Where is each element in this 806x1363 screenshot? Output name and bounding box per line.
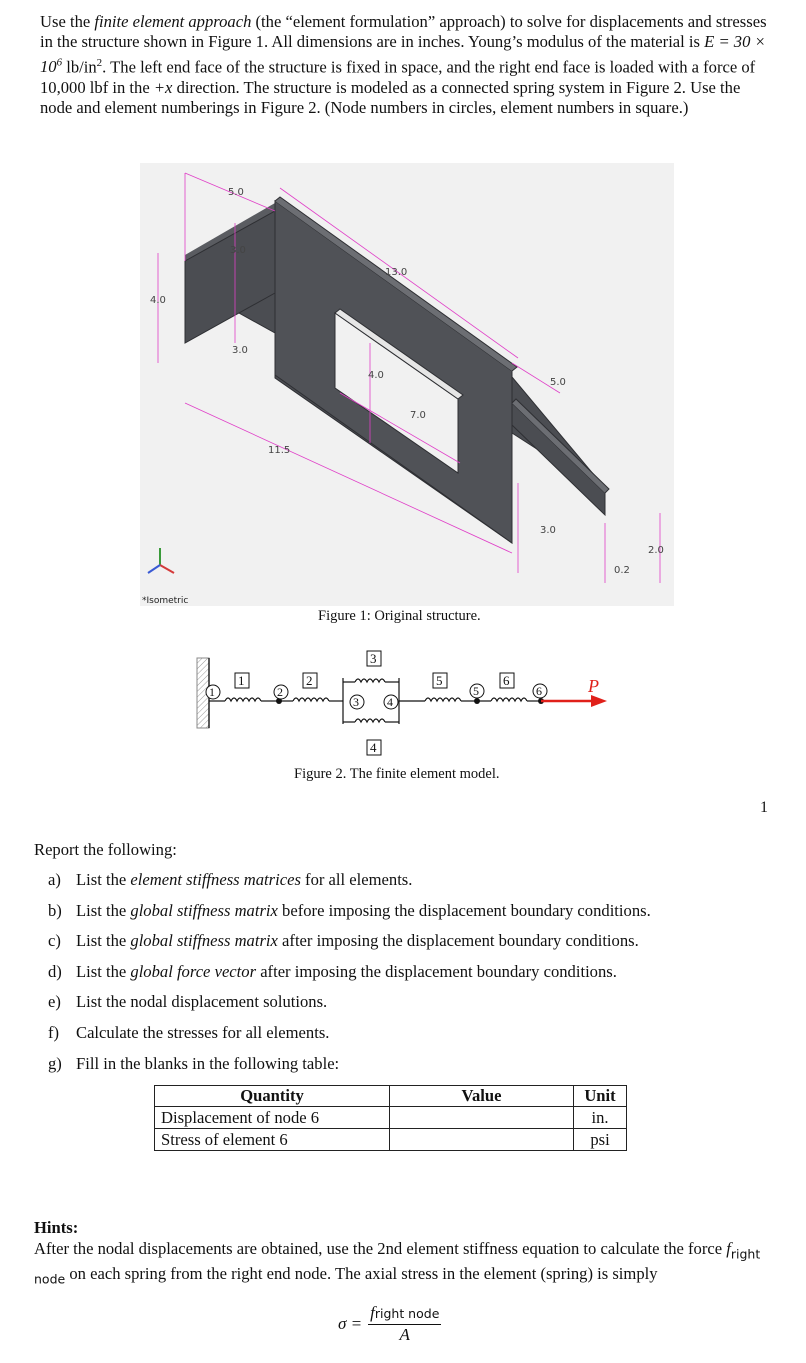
element-2: 2 (306, 673, 313, 688)
equation-numerator-subscript: right node (374, 1306, 440, 1321)
report-item (48, 901, 651, 932)
figure-2-spring-model (195, 648, 615, 758)
statement-text-1: Use the (40, 12, 95, 31)
equation-denominator: A (399, 1325, 410, 1344)
equation-lhs: σ = (338, 1314, 363, 1333)
report-item (48, 992, 651, 1023)
stress-equation (338, 1303, 441, 1345)
element-5: 5 (436, 673, 443, 688)
node-6: 6 (536, 684, 542, 698)
hints-section (34, 1218, 774, 1290)
cell-unit: in. (574, 1107, 627, 1129)
dim-2-0: 2.0 (648, 545, 664, 556)
element-6: 6 (503, 673, 510, 688)
load-label-p: P (588, 676, 599, 696)
e-unit-exponent: 2 (96, 56, 103, 69)
problem-statement (40, 12, 772, 119)
table-header-row (155, 1086, 627, 1107)
item-emphasis: global stiffness matrix (130, 931, 278, 951)
item-label: b) (48, 900, 62, 920)
e-exponent: 6 (56, 56, 63, 69)
table-row (155, 1129, 627, 1151)
header-quantity: Quantity (155, 1086, 390, 1107)
hints-f-subscript: right node (34, 1245, 761, 1287)
answer-table (154, 1085, 627, 1151)
report-item (48, 1054, 651, 1085)
report-item (48, 931, 651, 962)
cell-quantity: Displacement of node 6 (155, 1107, 390, 1129)
statement-text-4: direction. The structure is modeled as a connected spring system in Figure 2. Use the node and element numberings in Figure 2. (Node numbers in circles, element numbers in square.) (40, 77, 741, 118)
node-2: 2 (277, 685, 283, 699)
element-1: 1 (238, 673, 245, 688)
hints-f: f (726, 1238, 731, 1258)
header-unit: Unit (574, 1086, 627, 1107)
item-text-post: after imposing the displacement boundary conditions. (277, 931, 639, 951)
e-value: E = 30 × 10 (40, 32, 766, 77)
report-item (48, 870, 651, 901)
hints-title: Hints: (34, 1218, 79, 1237)
item-text-post: after imposing the displacement boundary conditions. (256, 961, 617, 981)
report-intro: Report the following: (34, 840, 177, 859)
statement-text-2: (the “element formulation” approach) to solve for displacements and stresses in the structure shown in Figure 1. All dimensions are in inches. Young’s modulus of the material is (40, 12, 767, 52)
item-label: c) (48, 931, 61, 951)
hints-text (34, 1239, 774, 1291)
node-4: 4 (387, 695, 393, 709)
item-emphasis: global stiffness matrix (130, 900, 278, 920)
node-3: 3 (353, 695, 359, 709)
item-text: Fill in the blanks in the following table: (76, 1053, 340, 1073)
dim-13-0: 13.0 (385, 267, 408, 278)
report-list (48, 870, 651, 1084)
item-text: List the (76, 961, 131, 981)
dim-5-0-b: 5.0 (550, 377, 566, 388)
cell-value[interactable] (390, 1107, 574, 1129)
report-item (48, 1023, 651, 1054)
dim-7-0: 7.0 (410, 410, 426, 421)
load-direction: +x (153, 77, 173, 97)
item-label: f) (48, 1022, 60, 1042)
table-row (155, 1107, 627, 1129)
item-label: g) (48, 1053, 62, 1073)
cell-value[interactable] (390, 1129, 574, 1151)
cell-unit: psi (574, 1129, 627, 1151)
item-text-post: before imposing the displacement boundary conditions. (277, 900, 651, 920)
item-emphasis: element stiffness matrices (130, 870, 301, 889)
dim-3-0-c: 3.0 (540, 525, 556, 536)
node-1: 1 (209, 685, 215, 699)
hints-text-1: After the nodal displacements are obtained, use the 2nd element stiffness equation to calculate the force (34, 1238, 727, 1258)
item-label: a) (48, 870, 61, 889)
dim-4-0-b: 4.0 (368, 370, 384, 381)
figure-1-caption: Figure 1: Original structure. (318, 608, 481, 624)
figure-1-drawing (140, 163, 674, 606)
element-4: 4 (370, 740, 377, 755)
dim-4-0-a: 4.0 (150, 295, 166, 306)
report-item (48, 962, 651, 993)
e-unit: lb/in (62, 57, 97, 77)
element-3: 3 (370, 651, 377, 666)
item-text: Calculate the stresses for all elements. (76, 1022, 330, 1042)
dim-3-0-b: 3.0 (232, 345, 248, 356)
figure-2-caption: Figure 2. The finite element model. (294, 766, 500, 782)
hints-text-2: on each spring from the right end node. The axial stress in the element (spring) is simply (65, 1264, 658, 1284)
axis-triad-icon (148, 548, 174, 573)
page-number: 1 (760, 799, 768, 816)
dim-3-0-a: 3.0 (230, 245, 246, 256)
item-text: List the (76, 870, 131, 889)
statement-emphasis-fea: finite element approach (94, 12, 252, 31)
node-5: 5 (473, 684, 479, 698)
item-text: List the (76, 900, 131, 920)
item-label: d) (48, 961, 62, 981)
item-emphasis: global force vector (130, 961, 257, 981)
equation-numerator: f (370, 1303, 375, 1322)
statement-text-3: . The left end face of the structure is fixed in space, and the right end face is loaded with a force of 10,000 lbf in the (40, 57, 756, 97)
dim-0-2: 0.2 (614, 565, 630, 576)
item-label: e) (48, 992, 61, 1012)
item-text-post: for all elements. (300, 870, 413, 889)
item-text: List the nodal displacement solutions. (76, 992, 328, 1012)
dim-5-0-a: 5.0 (228, 187, 244, 198)
item-text: List the (76, 931, 131, 951)
isometric-label: *Isometric (142, 596, 189, 606)
figure-1-image (140, 163, 674, 606)
header-value: Value (390, 1086, 574, 1107)
dim-11-5: 11.5 (268, 445, 291, 456)
cell-quantity: Stress of element 6 (155, 1129, 390, 1151)
